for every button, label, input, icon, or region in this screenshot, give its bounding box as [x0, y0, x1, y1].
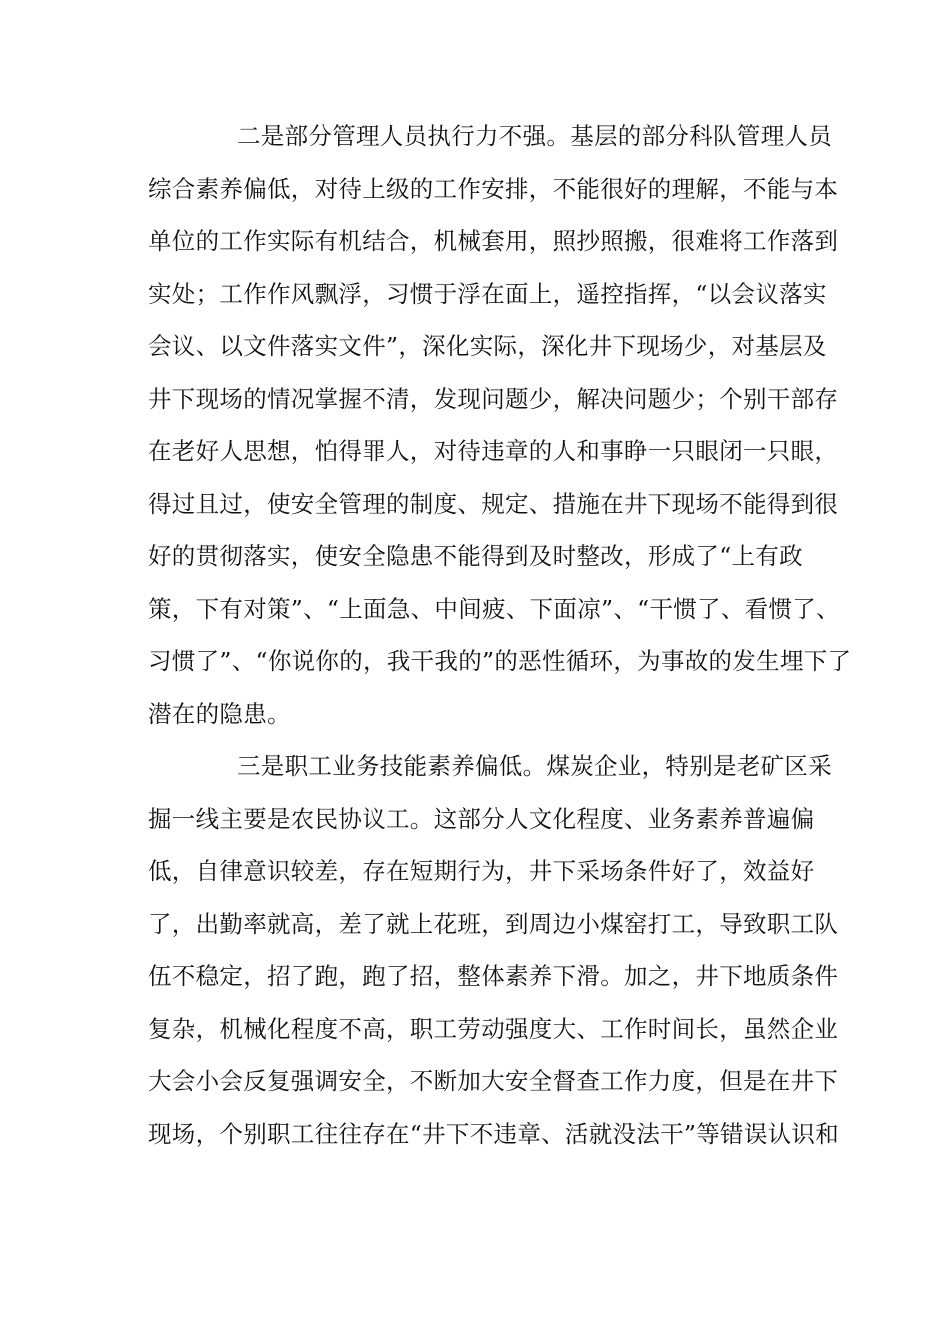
- paragraph-2-line-1: 三是职工业务技能素养偏低。煤炭企业，特别是老矿区采: [237, 752, 832, 780]
- paragraph-1-line-8: 得过且过，使安全管理的制度、规定、措施在井下现场不能得到很: [148, 490, 839, 518]
- paragraph-1-line-2: 综合素养偏低，对待上级的工作安排，不能很好的理解，不能与本: [148, 175, 839, 203]
- paragraph-2-line-3: 低，自律意识较差，存在短期行为，井下采场条件好了，效益好: [148, 857, 815, 885]
- paragraph-1-line-6: 井下现场的情况掌握不清，发现问题少，解决问题少；个别干部存: [148, 385, 839, 413]
- paragraph-2-line-5: 伍不稳定，招了跑，跑了招，整体素养下滑。加之，井下地质条件: [148, 962, 839, 990]
- paragraph-1-line-1: 二是部分管理人员执行力不强。基层的部分科队管理人员: [237, 122, 832, 150]
- paragraph-1-line-5: 会议、以文件落实文件”，深化实际，深化井下现场少，对基层及: [148, 332, 827, 360]
- paragraph-2-line-6: 复杂，机械化程度不高，职工劳动强度大、工作时间长，虽然企业: [148, 1015, 839, 1043]
- paragraph-1-line-10: 策，下有对策”、“上面急、中间疲、下面凉”、“干惯了、看惯了、: [148, 595, 840, 623]
- paragraph-1-line-11: 习惯了”、“你说你的，我干我的”的恶性循环，为事故的发生埋下了: [148, 647, 852, 675]
- paragraph-1-line-12: 潜在的隐患。: [148, 700, 291, 728]
- paragraph-2-line-8: 现场，个别职工往往存在“井下不违章、活就没法干”等错误认识和: [148, 1120, 840, 1148]
- paragraph-1-line-9: 好的贯彻落实，使安全隐患不能得到及时整改，形成了“上有政: [148, 542, 803, 570]
- paragraph-2-line-7: 大会小会反复强调安全，不断加大安全督查工作力度，但是在井下: [148, 1067, 839, 1095]
- paragraph-1-line-3: 单位的工作实际有机结合，机械套用，照抄照搬，很难将工作落到: [148, 227, 839, 255]
- paragraph-2-line-2: 掘一线主要是农民协议工。这部分人文化程度、业务素养普遍偏: [148, 805, 815, 833]
- paragraph-2-line-4: 了，出勤率就高，差了就上花班，到周边小煤窑打工，导致职工队: [148, 910, 839, 938]
- paragraph-1-line-4: 实处；工作作风飘浮，习惯于浮在面上，遥控指挥，“以会议落实: [148, 280, 827, 308]
- paragraph-1-line-7: 在老好人思想，怕得罪人，对待违章的人和事睁一只眼闭一只眼，: [148, 437, 839, 465]
